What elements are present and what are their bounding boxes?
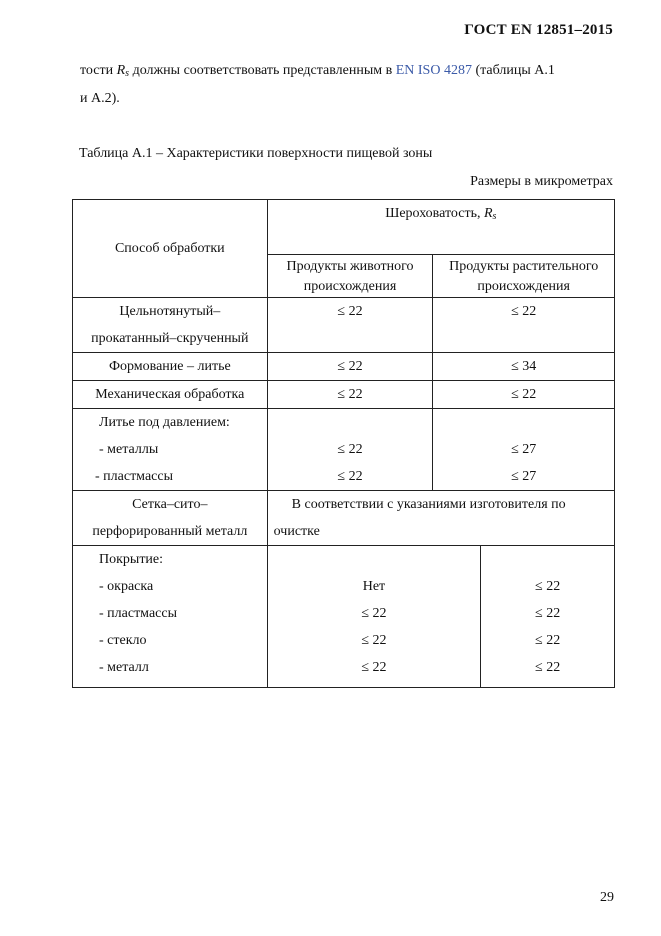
table-row	[73, 298, 615, 353]
table-caption: Таблица А.1 – Характеристики поверхности пищевой зоны	[79, 146, 433, 161]
method-cell: Механическая обработка	[73, 381, 268, 409]
value-text: ≤ 22	[337, 469, 363, 484]
manufacturer-instructions-cell: В соответствии с указаниями изготовителя по очистке	[267, 491, 614, 546]
column-header-method: Способ обработки	[73, 200, 268, 298]
roughness-symbol: R	[483, 206, 493, 221]
value-text	[481, 546, 614, 573]
method-text: - стекло	[99, 633, 147, 648]
plant-value	[433, 409, 615, 491]
method-cell	[73, 491, 268, 546]
intro-text: должны соответствовать представленным в	[129, 63, 396, 78]
method-text: - пластмассы	[95, 469, 173, 484]
method-text: - металлы	[99, 442, 159, 457]
column-header-animal: Продукты животного происхождения	[267, 255, 433, 298]
value-text: Нет	[362, 579, 386, 594]
value-text: ≤ 27	[511, 469, 537, 484]
animal-value	[267, 546, 481, 688]
value-text: ≤ 22	[337, 442, 363, 457]
intro-paragraph-line-1	[80, 63, 555, 79]
value-text: ≤ 22	[535, 660, 561, 675]
plant-value	[481, 546, 615, 688]
animal-value: ≤ 22	[267, 298, 433, 353]
method-text: Литье под давлением:	[99, 415, 230, 430]
table-row	[73, 491, 615, 546]
plant-value: ≤ 22	[433, 381, 615, 409]
method-cell: Формование – литье	[73, 353, 268, 381]
units-note: Размеры в микрометрах	[470, 174, 613, 189]
value-text: ≤ 22	[361, 660, 387, 675]
rs-symbol: R	[116, 63, 126, 78]
method-text: Цельнотянутый–	[119, 304, 221, 319]
value-text: ≤ 22	[535, 606, 561, 621]
method-cell	[73, 546, 268, 688]
table-row	[73, 381, 615, 409]
column-header-plant: Продукты растительного происхождения	[433, 255, 615, 298]
plant-value: ≤ 22	[433, 298, 615, 353]
value-text	[268, 409, 433, 436]
value-text: ≤ 27	[511, 442, 537, 457]
intro-text: тости	[80, 63, 117, 78]
value-text	[433, 409, 614, 436]
column-header-roughness	[267, 200, 614, 255]
page-number: 29	[600, 890, 614, 905]
method-text: прокатанный–скрученный	[91, 331, 249, 346]
standard-reference-link[interactable]: EN ISO 4287	[395, 63, 472, 78]
method-text: перфорированный металл	[92, 524, 248, 539]
animal-value: ≤ 22	[267, 353, 433, 381]
table-row	[73, 353, 615, 381]
intro-paragraph-line-2: и А.2).	[80, 91, 120, 106]
animal-value: ≤ 22	[267, 381, 433, 409]
animal-value	[267, 409, 433, 491]
plant-value: ≤ 34	[433, 353, 615, 381]
table-row	[73, 409, 615, 491]
method-text: Покрытие:	[99, 552, 164, 567]
surface-characteristics-table	[72, 199, 615, 688]
method-cell	[73, 409, 268, 491]
method-text: - пластмассы	[99, 606, 177, 621]
value-text: ≤ 22	[361, 606, 387, 621]
intro-text: (таблицы А.1	[471, 63, 555, 78]
method-text: - металл	[99, 660, 149, 675]
value-text	[268, 546, 481, 573]
method-text: - окраска	[99, 579, 154, 594]
table-row	[73, 546, 615, 688]
roughness-subscript: s	[492, 211, 497, 222]
roughness-label: Шероховатость,	[385, 206, 484, 221]
value-text: ≤ 22	[535, 579, 561, 594]
method-cell	[73, 298, 268, 353]
method-text: Сетка–сито–	[132, 497, 208, 512]
value-text: ≤ 22	[361, 633, 387, 648]
value-text: ≤ 22	[535, 633, 561, 648]
rs-subscript: s	[125, 68, 130, 79]
document-code: ГОСТ EN 12851–2015	[464, 22, 613, 38]
